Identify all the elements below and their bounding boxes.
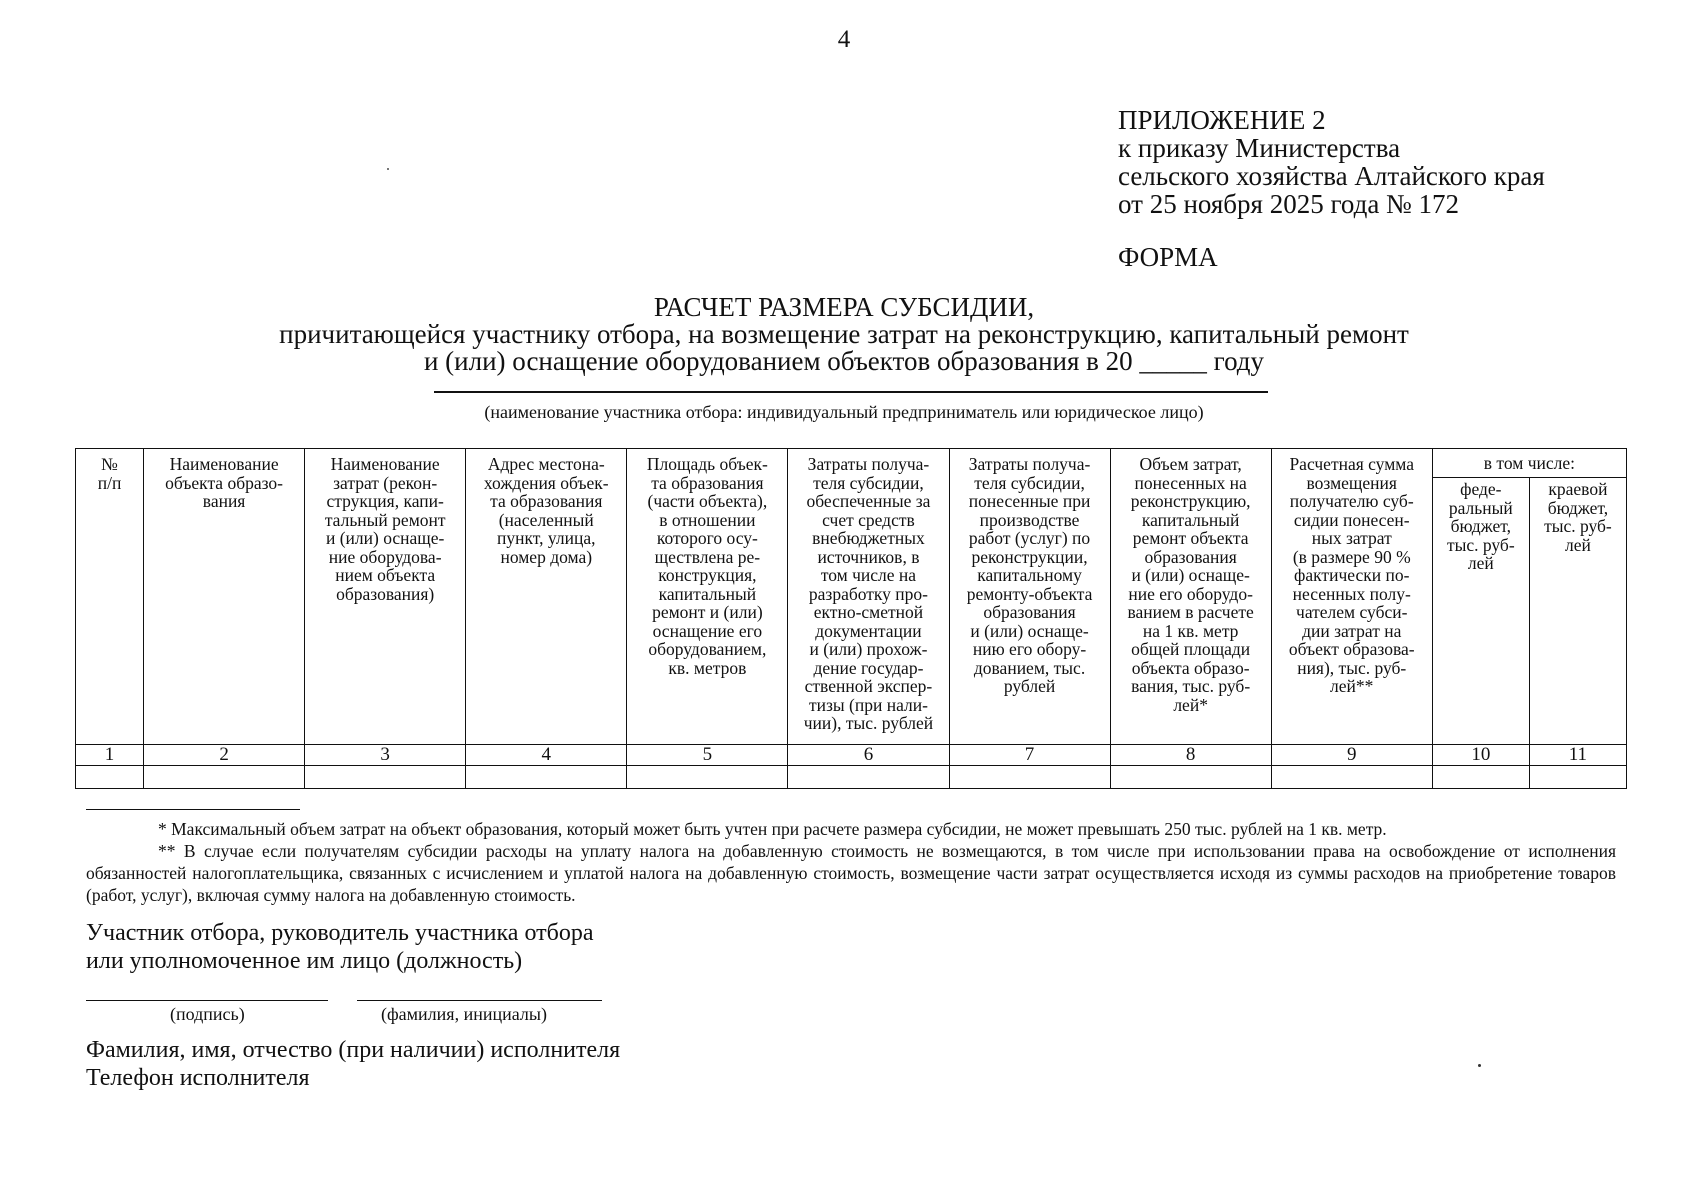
header-col-cost-per-sqm: Объем затрат, понесенных на реконструкцию, капитальный ремонт объекта образования и (или) оснаще- ние его оборудо- ванием в расчете на 1 кв. метр общей площади объекта образо- вания, тыс. руб- лей* [1110, 449, 1271, 745]
table-cell[interactable] [1271, 766, 1432, 789]
table-cell[interactable] [627, 766, 788, 789]
column-number: 11 [1529, 745, 1626, 766]
table-cell[interactable] [144, 766, 305, 789]
executor-block [86, 1036, 620, 1092]
title-line-1: РАСЧЕТ РАЗМЕРА СУБСИДИИ, [653, 292, 1035, 322]
scan-speck [1478, 1064, 1481, 1067]
header-col-extrabudget-costs: Затраты получа- теля субсидии, обеспеченные за счет средств внебюджетных источников, в том числе на разработку про- ектно-сметной документации и (или) прохож- дение государ- ственной экспер- тизы (при нали- чии), тыс. рублей [788, 449, 949, 745]
form-label: ФОРМА [1118, 242, 1218, 272]
table-cell[interactable] [76, 766, 144, 789]
signer-block [86, 919, 594, 975]
footnote-2: ** В случае если получателям субсидии расходы на уплату налога на добавленную стоимость не возмещаются, в том числе при использовании права на освобождение от исполнения обязанностей налогоплательщика, связанных с исчислением и уплатой налога на добавленную стоимость, возмещение части затрат осуществляется исходя из суммы расходов на приобретение товаров (работ, услуг), включая сумму налога на добавленную стоимость. [86, 841, 1616, 905]
header-col-federal-budget: феде- ральный бюджет, тыс. руб- лей [1432, 478, 1529, 745]
header-col-regional-budget: краевой бюджет, тыс. руб- лей [1529, 478, 1626, 745]
table-cell[interactable] [1110, 766, 1271, 789]
subsidy-calculation-table [75, 448, 1627, 789]
scan-speck [387, 168, 389, 170]
header-col-address: Адрес местона- хождения объек- та образования (населенный пункт, улица, номер дома) [466, 449, 627, 745]
table-row [76, 766, 1627, 789]
header-col-number: № п/п [76, 449, 144, 745]
signature-caption: (подпись) [170, 1004, 245, 1024]
header-col-cost-name: Наименование затрат (рекон- струкция, капи- тальный ремонт и (или) оснаще- ние оборудова- нием объекта образования) [305, 449, 466, 745]
signature-line[interactable] [86, 1000, 328, 1001]
signer-line-2: или уполномоченное им лицо (должность) [86, 948, 523, 974]
executor-phone-label: Телефон исполнителя [86, 1065, 310, 1091]
footnotes [86, 818, 1616, 906]
participant-name-line [434, 391, 1268, 393]
footnote-separator [86, 809, 300, 810]
participant-caption: (наименование участника отбора: индивидуальный предприниматель или юридическое лицо) [484, 402, 1204, 422]
page-number: 4 [837, 26, 851, 53]
name-initials-line[interactable] [357, 1000, 602, 1001]
appendix-order-line: к приказу Министерства [1118, 133, 1401, 163]
header-col-reimbursement: Расчетная сумма возмещения получателю суб- сидии понесен- ных затрат (в размере 90 % фактически по- несенных полу- чателем субси- дии затрат на объект образова- ния), тыс. руб- лей** [1271, 449, 1432, 745]
header-col-object-name: Наименование объекта образо- вания [144, 449, 305, 745]
name-initials-caption: (фамилия, инициалы) [381, 1004, 547, 1024]
footnote-1: * Максимальный объем затрат на объект образования, который может быть учтен при расчете размера субсидии, не может превышать 250 тыс. рублей на 1 кв. метр. [158, 819, 1387, 839]
table-cell[interactable] [788, 766, 949, 789]
header-col-works-costs: Затраты получа- теля субсидии, понесенные при производстве работ (услуг) по реконструкции, капитальному ремонту-объекта образования и (или) оснаще- нию его обору- дованием, тыс. рублей [949, 449, 1110, 745]
table-cell[interactable] [305, 766, 466, 789]
appendix-ministry-line: сельского хозяйства Алтайского края [1118, 161, 1545, 191]
column-number: 3 [305, 745, 466, 766]
table-cell[interactable] [949, 766, 1110, 789]
signer-line-1: Участник отбора, руководитель участника отбора [86, 920, 594, 946]
column-number: 2 [144, 745, 305, 766]
header-col-area: Площадь объек- та образования (части объекта), в отношении которого осу- ществлена ре- конструкция, капитальный ремонт и (или) оснащение его оборудованием, кв. метров [627, 449, 788, 745]
header-group-including: в том числе: [1432, 449, 1626, 478]
table-cell[interactable] [466, 766, 627, 789]
column-number-row [76, 745, 1627, 766]
document-title [0, 294, 1688, 375]
executor-name-label: Фамилия, имя, отчество (при наличии) исполнителя [86, 1037, 621, 1063]
appendix-title: ПРИЛОЖЕНИЕ 2 [1118, 105, 1326, 135]
column-number: 5 [627, 745, 788, 766]
column-number: 6 [788, 745, 949, 766]
title-line-3: и (или) оснащение оборудованием объектов образования в 20 _____ году [423, 346, 1265, 376]
column-number: 10 [1432, 745, 1529, 766]
table-cell[interactable] [1529, 766, 1626, 789]
column-number: 8 [1110, 745, 1271, 766]
appendix-date-line: от 25 ноября 2025 года № 172 [1118, 189, 1460, 219]
appendix-block [1118, 106, 1545, 218]
table-cell[interactable] [1432, 766, 1529, 789]
column-number: 1 [76, 745, 144, 766]
column-number: 9 [1271, 745, 1432, 766]
title-line-2: причитающейся участнику отбора, на возмещение затрат на реконструкцию, капитальный ремонт [279, 319, 1409, 349]
column-number: 4 [466, 745, 627, 766]
column-number: 7 [949, 745, 1110, 766]
